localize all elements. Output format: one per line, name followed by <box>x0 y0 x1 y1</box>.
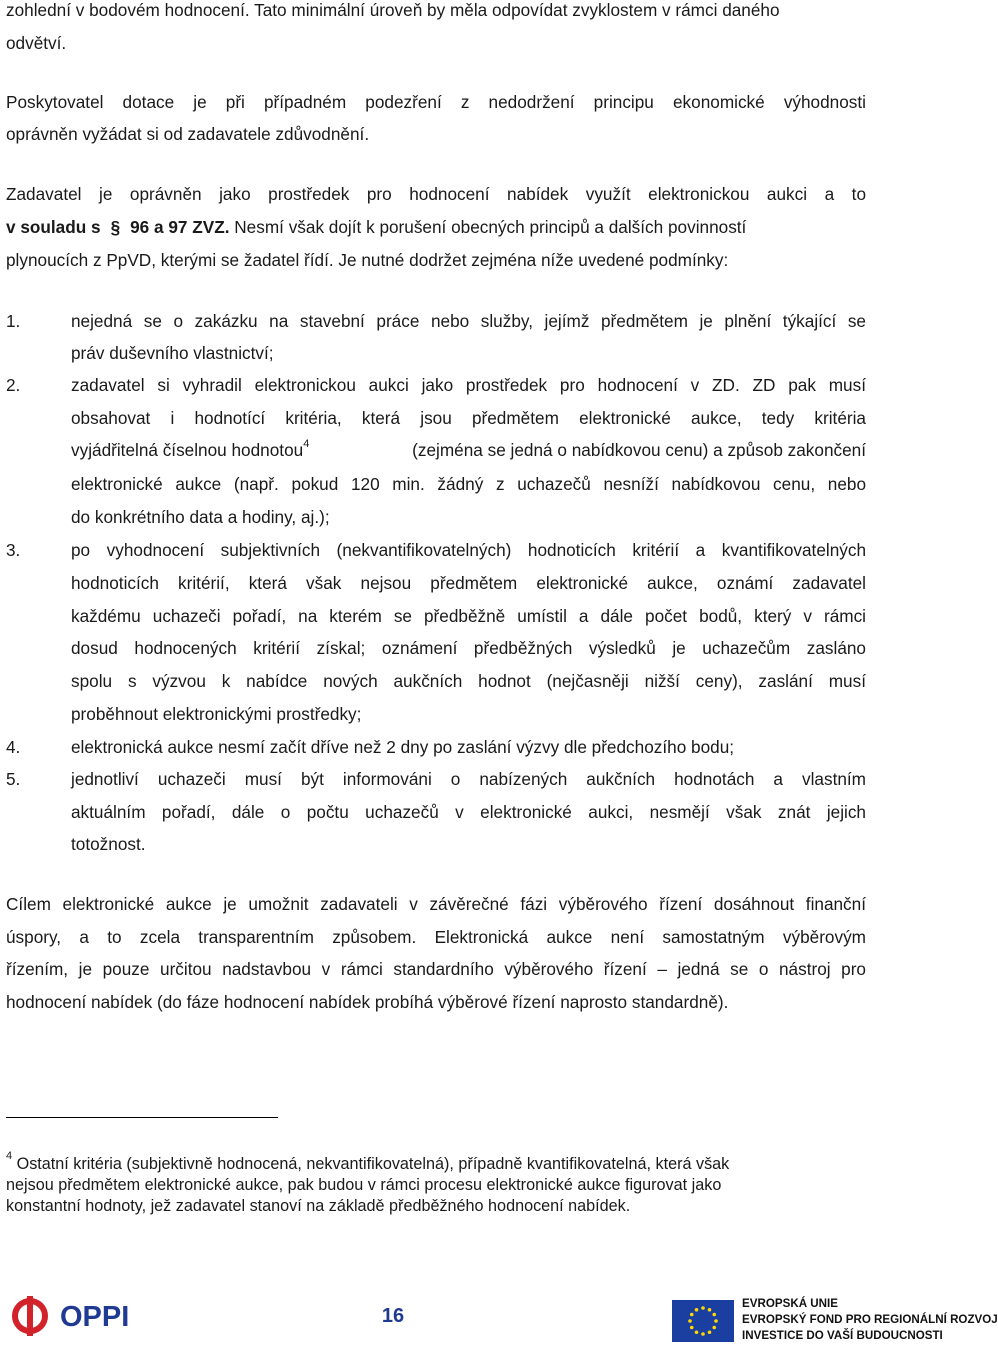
list-number: 3. <box>6 540 21 560</box>
list-item-line: totožnost. <box>71 834 146 854</box>
list-item-line: vyjádřitelná číselnou hodnotou$^4$ (zejména se jedná o nabídkovou cenu) a způsob zakončení <box>71 438 866 460</box>
eu-star <box>695 1308 699 1312</box>
body-text-line: Zadavatel je oprávněn jako prostředek pro hodnocení nabídek využít elektronickou aukci a to <box>6 184 866 204</box>
list-item-line: každému uchazeči pořadí, na kterém se předběžně umístil a dále počet bodů, který v rámci <box>71 606 866 626</box>
footnote-separator <box>6 1117 278 1118</box>
list-item-line: elektronické aukce (např. pokud 120 min. žádný z uchazečů nesníží nabídkovou cenu, nebo <box>71 474 866 494</box>
list-item-line: spolu s výzvou k nabídce nových aukčních hodnot (nejčasněji nižší ceny), zaslání musí <box>71 671 866 691</box>
eu-star <box>701 1332 705 1336</box>
page-number: 16 <box>381 1305 405 1327</box>
oppi-logo-bar <box>27 1296 33 1336</box>
list-item-line: elektronická aukce nesmí začít dříve než 2 dny po zaslání výzvy dle předchozího bodu; <box>71 737 735 757</box>
list-item-line: hodnoticích kritérií, která však nejsou předmětem elektronické aukce, oznámí zadavatel <box>71 573 866 593</box>
eu-line: EVROPSKÝ FOND PRO REGIONÁLNÍ ROZVOJ <box>742 1313 998 1326</box>
list-number: 5. <box>6 769 21 789</box>
list-number: 4. <box>6 737 21 757</box>
list-item-line: aktuálním pořadí, dále o počtu uchazečů v elektronické aukci, nesmějí však znát jejich <box>71 802 866 822</box>
eu-star <box>712 1326 716 1330</box>
eu-star <box>695 1330 699 1334</box>
body-text-line: Poskytovatel dotace je při případném podezření z nedodržení principu ekonomické výhodnosti <box>6 92 866 112</box>
list-item-line: dosud hodnocených kritérií získal; oznámení předběžných výsledků je uchazečům zasláno <box>71 638 866 658</box>
footnote: $^4$ Ostatní kritéria (subjektivně hodnocená, nekvantifikovatelná), případně kvantifikovatelná, která však nejsou předmětem elektronické aukce, pak budou v rámci procesu elektronické aukce figurovat jako konstantní hodnoty, jež zadavatel stanoví na základě předběžného hodnocení nabídek. <box>6 1149 730 1215</box>
list-item-line: zadavatel si vyhradil elektronickou aukci jako prostředek pro hodnocení v ZD. ZD pak musí <box>71 375 866 395</box>
list-item-line: proběhnout elektronickými prostředky; <box>71 704 362 724</box>
list-item-line: po vyhodnocení subjektivních (nekvantifikovatelných) hodnoticích kritérií a kvantifikovatelných <box>71 540 866 560</box>
list-number: 2. <box>6 375 21 395</box>
list-item-line: nejedná se o zakázku na stavební práce nebo služby, jejímž předmětem je plnění týkající se <box>71 311 866 331</box>
body-text-line: odvětví. <box>6 33 67 53</box>
eu-star <box>708 1308 712 1312</box>
footnote-ref[interactable]: 4 <box>303 438 310 451</box>
eu-star <box>690 1326 694 1330</box>
eu-star <box>690 1313 694 1317</box>
body-text-line: v souladu s § 96 a 97 ZVZ. Nesmí však dojít k porušení obecných principů a dalších povinností <box>6 217 747 237</box>
list-number: 1. <box>6 311 21 331</box>
body-text-line: řízením, je pouze určitou nadstavbou v rámci standardního výběrového řízení – jedná se o nástroj pro <box>6 959 866 979</box>
body-text-line: Cílem elektronické aukce je umožnit zadavateli v závěrečné fázi výběrového řízení dosáhnout finanční <box>6 894 866 914</box>
law-reference: v souladu s § 96 a 97 ZVZ. <box>6 217 230 237</box>
list-item-line: obsahovat i hodnotící kritéria, která jsou předmětem elektronické aukce, tedy kritéria <box>71 408 866 428</box>
eu-line: EVROPSKÁ UNIE <box>742 1297 838 1310</box>
body-text-line: oprávněn vyžádat si od zadavatele zdůvodnění. <box>6 124 370 144</box>
eu-flag-icon <box>672 1300 734 1342</box>
eu-star <box>708 1330 712 1334</box>
oppi-logo <box>10 1293 160 1339</box>
list-item-line: jednotliví uchazeči musí být informováni o nabízených aukčních hodnotách a vlastním <box>71 769 866 789</box>
body-text-line: úspory, a to zcela transparentním způsobem. Elektronická aukce není samostatným výběrovým <box>6 927 866 947</box>
eu-star <box>701 1306 705 1310</box>
footnote-mark: 4 <box>6 1149 13 1162</box>
body-text-line: plynoucích z PpVD, kterými se žadatel řídí. Je nutné dodržet zejména níže uvedené podmínky: <box>6 250 729 270</box>
list-item-line: do konkrétního data a hodiny, aj.); <box>71 507 330 527</box>
list-item-line: práv duševního vlastnictví; <box>71 343 274 363</box>
eu-star <box>714 1319 718 1323</box>
body-text-line: zohlední v bodovém hodnocení. Tato minimální úroveň by měla odpovídat zvyklostem v rámci daného <box>6 0 780 20</box>
body-text-line: hodnocení nabídek (do fáze hodnocení nabídek probíhá výběrové řízení naprosto standardně). <box>6 992 729 1012</box>
eu-line: INVESTICE DO VAŠÍ BUDOUCNOSTI <box>742 1329 943 1342</box>
eu-star <box>712 1313 716 1317</box>
oppi-logo-text: OPPI <box>60 1301 130 1333</box>
eu-star <box>688 1319 692 1323</box>
eu-text <box>742 1296 998 1344</box>
